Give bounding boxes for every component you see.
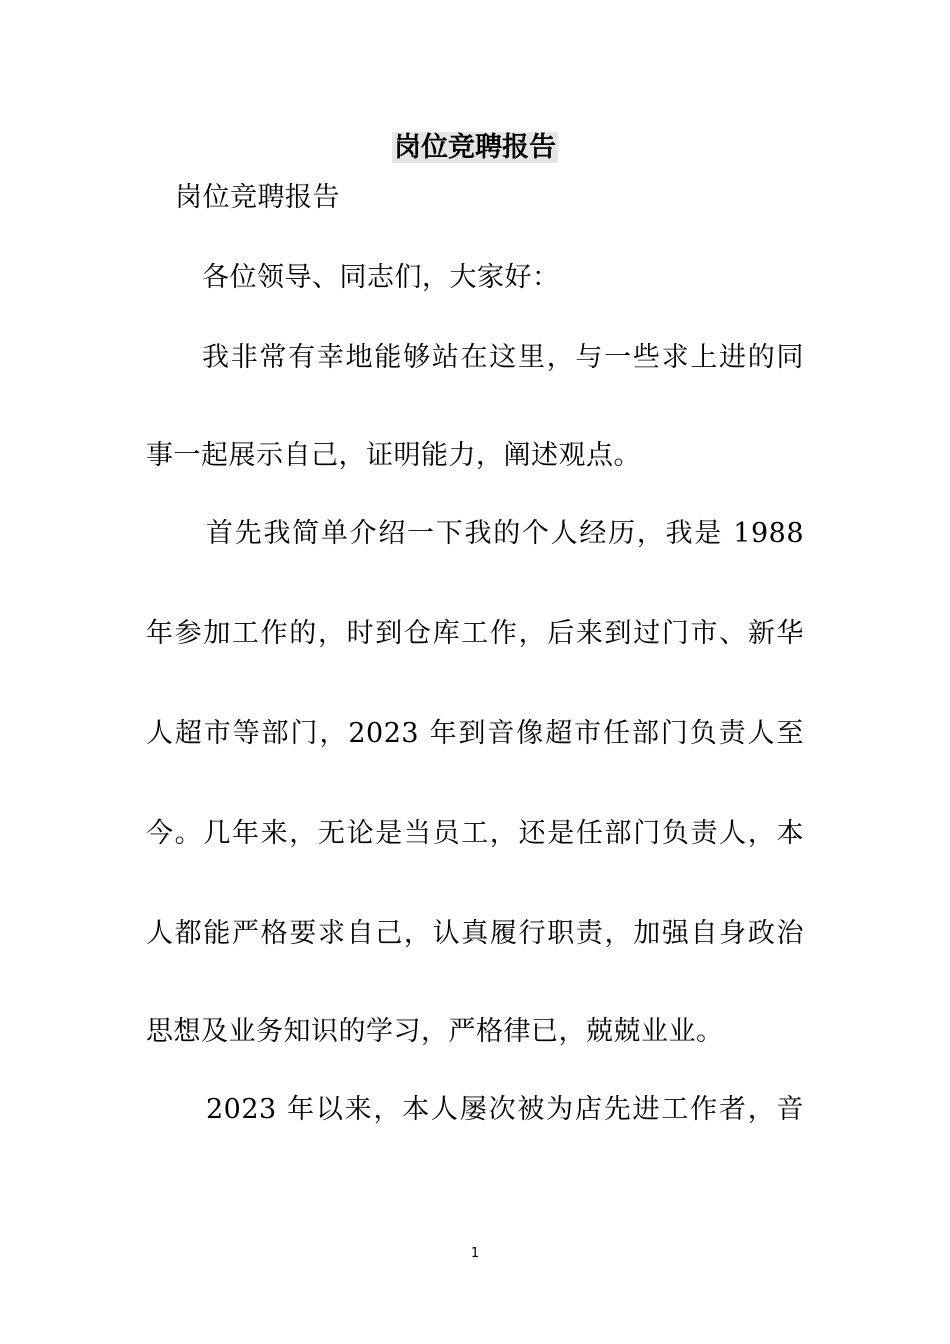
page-number: 1 xyxy=(470,1246,480,1261)
paragraph-line: 思想及业务知识的学习，严格律已，兢兢业业。 xyxy=(146,1016,724,1047)
paragraph-line: 2023 年以来，本人屡次被为店先进工作者，音 xyxy=(206,1094,804,1125)
paragraph-line: 人超市等部门，2023 年到音像超市任部门负责人至 xyxy=(146,718,804,749)
page-title-text: 岗位竞聘报告 xyxy=(394,132,556,163)
paragraph-line: 年参加工作的，时到仓库工作，后来到过门市、新华 xyxy=(146,618,804,649)
paragraph-line-greeting: 各位领导、同志们，大家好： xyxy=(202,262,560,293)
paragraph-line: 首先我简单介绍一下我的个人经历，我是 1988 xyxy=(206,518,804,549)
document-subtitle: 岗位竞聘报告 xyxy=(175,182,340,213)
page-title xyxy=(0,128,950,168)
paragraph-line: 人都能严格要求自己，认真履行职责，加强自身政治 xyxy=(146,918,804,949)
paragraph-line: 今。几年来，无论是当员工，还是任部门负责人，本 xyxy=(146,818,804,849)
paragraph-line: 我非常有幸地能够站在这里，与一些求上进的同 xyxy=(202,342,804,373)
paragraph-line: 事一起展示自己，证明能力，阐述观点。 xyxy=(146,440,641,471)
